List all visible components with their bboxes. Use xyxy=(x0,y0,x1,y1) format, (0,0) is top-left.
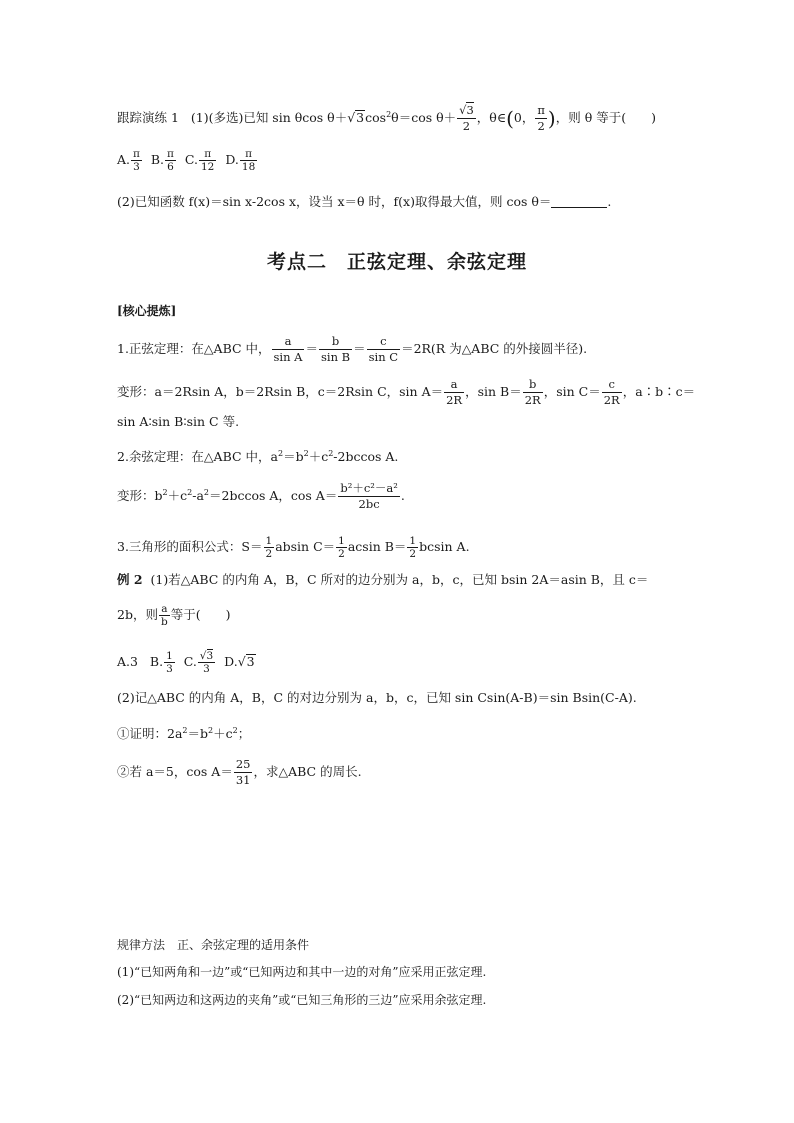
practice-label: 跟踪演练 1 xyxy=(117,110,179,125)
sine-law: 1.正弦定理：在△ABC 中， $\frac{a}{\text{sin A}}$ ＝ $\frac{b}{\text{sin B}}$ ＝ $\frac{c}{\text{sin C}}$ ＝2R(R 为△ABC 的外接圆半径). xyxy=(117,334,588,364)
answer-blank xyxy=(551,196,607,208)
practice-options: A. $\frac{\pi}{3}$ B. $\frac{\pi}{6}$ C. $\frac{\pi}{12}$ D. $\frac{\pi}{18}$ xyxy=(117,148,256,173)
fraction-one-half: $\frac{1}{2}$ xyxy=(338,535,345,560)
example-q1-options: A.3 B. $\frac{1}{3}$ C. $\frac{√3}{3}$ D.√3 xyxy=(117,650,255,675)
method-title: 规律方法 正、余弦定理的适用条件 xyxy=(117,938,310,952)
section-title: 考点二 正弦定理、余弦定理 xyxy=(266,251,527,273)
example-q1-line1: 例 2 (1)若△ABC 的内角 A，B，C 所对的边分别为 a，b，c，已知 bsin 2A＝asin B，且 c＝ xyxy=(117,572,649,587)
cosine-law: 2.余弦定理：在△ABC 中，$a^2=b^2+c^2-2bccos$ A. xyxy=(117,449,399,464)
example-q2: (2)记△ABC 的内角 A，B，C 的对边分别为 a，b，c，已知 sin Csin(A-B)＝sin Bsin(C-A). xyxy=(117,690,637,705)
option-d-fraction: $\frac{\pi}{18}$ xyxy=(241,148,256,173)
fraction-cosine-formula: $\frac{\text{b²＋c²－a²}}{2bc}$ xyxy=(340,481,398,511)
example-q2-part1: ①证明：$2a^2=b^2+c^2$； xyxy=(117,726,251,741)
fraction-one-half: $\frac{1}{2}$ xyxy=(265,535,273,560)
cosine-variation: 变形：$b^2+c^2-a^2=2bccos$ A，cos A＝ $\frac{\text{b²＋c²－a²}}{2bc}$ . xyxy=(117,481,405,511)
example-q1-line2: 2b，则 $\frac{a}{b}$ 等于( ) xyxy=(117,603,231,628)
fraction-a-over-b: $\frac{a}{b}$ xyxy=(160,603,168,628)
fraction-c-over-2R: $\frac{c}{2R}$ xyxy=(603,377,620,407)
fraction-sqrt3-over-2: $\frac{√3}{2}$ xyxy=(459,103,474,133)
fraction-a-over-2R: $\frac{a}{2R}$ xyxy=(446,377,463,407)
option-b-fraction: $\frac{1}{3}$ xyxy=(166,650,173,675)
core-label: [核心提炼] xyxy=(117,304,177,318)
fraction-one-half: $\frac{1}{2}$ xyxy=(409,535,417,560)
sine-variation: 变形：a＝2Rsin A，b＝2Rsin B，c＝2Rsin C，sin A＝ $\frac{a}{2R}$ ，sin B＝ $\frac{b}{2R}$ ，sin C＝ $\frac{c}{2R}$ ，a∶b∶c＝ xyxy=(117,377,696,407)
fraction-a-over-sinA: $\frac{a}{\text{sin A}}$ xyxy=(273,334,303,364)
fraction-25-over-31: $\frac{25}{31}$ xyxy=(235,757,251,787)
fraction-c-over-sinC: $\frac{c}{\text{sin C}}$ xyxy=(368,334,399,364)
option-c-fraction: $\frac{\pi}{12}$ xyxy=(201,148,215,173)
method-line2: (2)“已知两边和这两边的夹角”或“已知三角形的三边”应采用余弦定理. xyxy=(117,993,487,1007)
example-label: 例 2 xyxy=(117,572,143,587)
sqrt-symbol: √3 xyxy=(237,654,255,669)
example-q2-part2: ②若 a＝5，cos A＝ $\frac{25}{31}$ ，求△ABC 的周长. xyxy=(117,757,362,787)
fraction-b-over-sinB: $\frac{b}{\text{sin B}}$ xyxy=(321,334,351,364)
practice-q1: 跟踪演练 1 (1)(多选)已知 sin θcos $\theta+√3\cos^2\theta=\cos$ θ＋ $\frac{√3}{2}$ ，θ∈(0， $\frac{\pi}{2}$ )，则 θ 等于( ) xyxy=(117,103,656,133)
fraction-b-over-2R: $\frac{b}{2R}$ xyxy=(524,377,541,407)
practice-q2: (2)已知函数 f(x)＝sin x-2cos x，设当 x＝θ 时，f(x)取得最大值，则 cos θ＝ . xyxy=(117,194,612,209)
method-line1: (1)“已知两角和一边”或“已知两边和其中一边的对角”应采用正弦定理. xyxy=(117,965,487,979)
option-c-fraction: $\frac{√3}{3}$ xyxy=(199,650,214,675)
option-a-fraction: $\frac{\pi}{3}$ xyxy=(133,148,140,173)
sqrt-symbol: √3 xyxy=(347,110,365,125)
sine-variation-line2: sin A∶sin B∶sin C 等. xyxy=(117,414,240,429)
area-formula: 3.三角形的面积公式：S＝ $\frac{1}{2}$ absin C＝ $\frac{1}{2}$ acsin B＝ $\frac{1}{2}$ bcsin A. xyxy=(117,535,470,560)
option-b-fraction: $\frac{\pi}{6}$ xyxy=(167,148,174,173)
fraction-pi-over-2: $\frac{\pi}{2}$ xyxy=(537,103,545,133)
